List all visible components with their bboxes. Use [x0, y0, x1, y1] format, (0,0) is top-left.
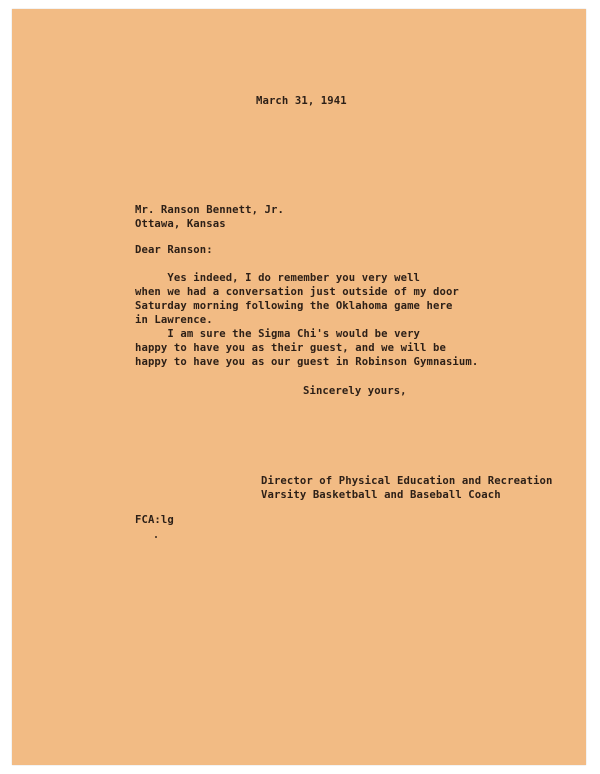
- signature-title-line: Varsity Basketball and Baseball Coach: [261, 489, 501, 501]
- paragraph-line: I am sure the Sigma Chi's would be very: [135, 328, 421, 340]
- paragraph-line: in Lawrence.: [135, 314, 213, 326]
- reference-initials: FCA:lg: [135, 514, 174, 526]
- signature-title-line: Director of Physical Education and Recreation: [261, 475, 553, 487]
- salutation: Dear Ranson:: [135, 244, 213, 256]
- recipient-city: Ottawa, Kansas: [135, 218, 226, 230]
- letter-date: March 31, 1941: [256, 95, 347, 107]
- paragraph-line: when we had a conversation just outside of my door: [135, 286, 459, 298]
- paragraph-line: Saturday morning following the Oklahoma game here: [135, 300, 453, 312]
- letter-page: [12, 9, 586, 765]
- closing: Sincerely yours,: [303, 385, 407, 397]
- body-paragraph-2: [135, 327, 478, 369]
- recipient-address: [135, 203, 284, 231]
- paragraph-line: Yes indeed, I do remember you very well: [135, 272, 421, 284]
- paragraph-line: happy to have you as our guest in Robinson Gymnasium.: [135, 356, 479, 368]
- paragraph-line: happy to have you as their guest, and we will be: [135, 342, 446, 354]
- ink-speck: [155, 536, 157, 538]
- recipient-name: Mr. Ranson Bennett, Jr.: [135, 204, 284, 216]
- body-paragraph-1: [135, 271, 459, 327]
- signature-block: [261, 474, 553, 502]
